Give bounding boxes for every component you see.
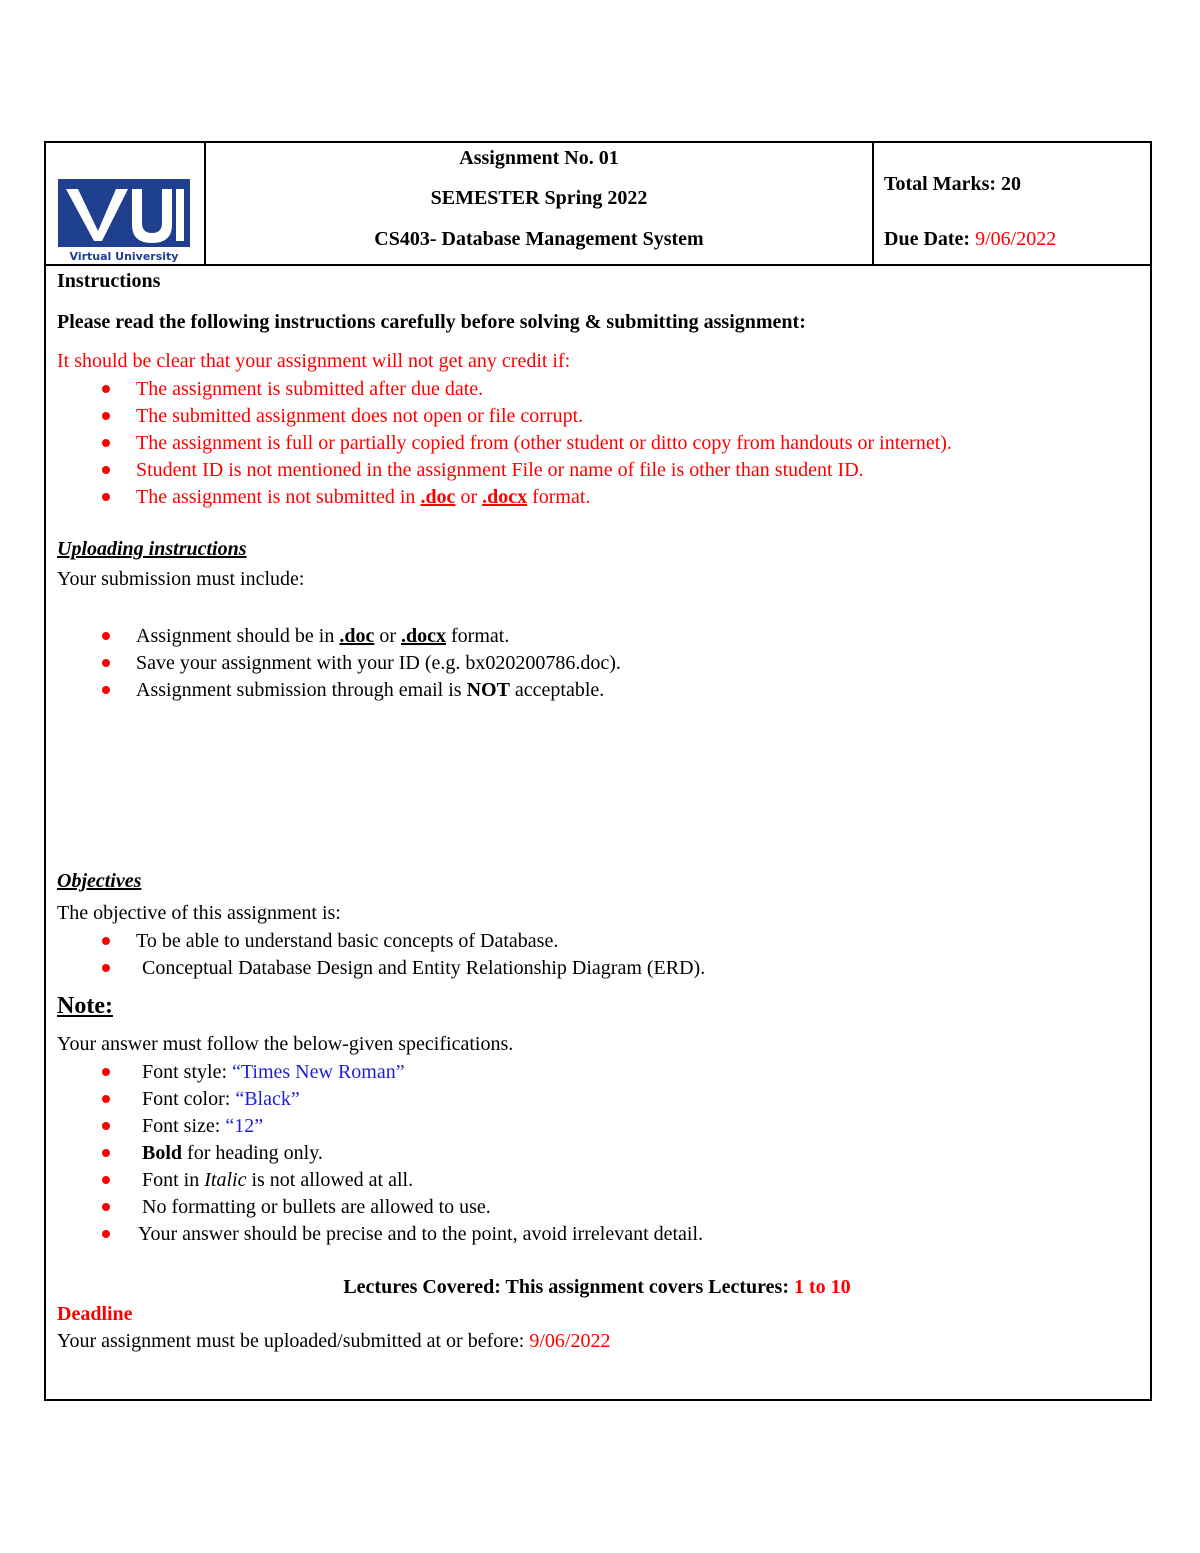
bullet-icon [102,1230,110,1238]
list-item: Font style: “Times New Roman” [57,1059,1137,1086]
due-date-day: 9 [975,228,986,250]
marks-cell [874,143,1152,264]
total-marks [884,173,1021,196]
due-date [884,228,1056,251]
objectives-list [57,928,1137,982]
list-item: Font in Italic is not allowed at all. [57,1167,1137,1194]
bullet-icon [102,1176,110,1184]
bullet-icon [102,1095,110,1103]
list-item: Save your assignment with your ID (e.g. bx020200786.doc). [57,650,1137,677]
objectives-heading: Objectives [57,870,142,892]
instructions-intro: Please read the following instructions carefully before solving & submitting assignment: [57,311,806,333]
vu-logo [58,179,190,263]
course-title: CS403- Database Management System [374,228,704,250]
note-list [57,1059,1137,1248]
credit-warning: It should be clear that your assignment will not get any credit if: [57,350,571,372]
uploading-list [57,623,1137,704]
uploading-intro: Your submission must include: [57,568,305,590]
note-heading: Note: [57,993,113,1019]
bullet-icon [102,659,110,667]
bullet-icon [102,686,110,694]
semester: SEMESTER Spring 2022 [430,187,648,209]
uploading-heading: Uploading instructions [57,538,247,560]
deadline-heading: Deadline [57,1303,133,1325]
lectures-covered: Lectures Covered: This assignment covers Lectures: 1 to 10 [343,1276,851,1298]
total-marks-value: 20 [1001,173,1022,195]
assignment-number: Assignment No. 01 [459,147,619,169]
bullet-icon [102,1149,110,1157]
bullet-icon [102,632,110,640]
bullet-icon [102,412,110,420]
list-item: The assignment is submitted after due date. [57,376,1137,403]
bullet-icon [102,1203,110,1211]
note-intro: Your answer must follow the below-given specifications. [57,1033,514,1055]
due-date-rest: /06/2022 [985,228,1057,250]
bullet-icon [102,964,110,972]
total-marks-label: Total Marks: [884,173,997,195]
bullet-icon [102,385,110,393]
objectives-intro: The objective of this assignment is: [57,902,341,924]
list-item: Student ID is not mentioned in the assignment File or name of file is other than student ID. [57,457,1137,484]
bullet-icon [102,493,110,501]
list-item: Assignment submission through email is NOT acceptable. [57,677,1137,704]
list-item: The assignment is full or partially copied from (other student or ditto copy from handouts or internet). [57,430,1137,457]
list-item: To be able to understand basic concepts of Database. [57,928,1137,955]
logo-cell [46,143,206,264]
assignment-frame [44,141,1152,1401]
list-item: Font color: “Black” [57,1086,1137,1113]
credit-list [57,376,1137,511]
instructions-heading: Instructions [57,270,161,292]
list-item: Font size: “12” [57,1113,1137,1140]
due-date-label: Due Date: [884,228,971,250]
bullet-icon [102,466,110,474]
bullet-icon [102,439,110,447]
vu-logo-icon [58,179,190,263]
bullet-icon [102,937,110,945]
bullet-icon [102,1068,110,1076]
title-cell [206,143,874,264]
bullet-icon [102,1122,110,1130]
list-item: No formatting or bullets are allowed to use. [57,1194,1137,1221]
list-item: Assignment should be in .doc or .docx format. [57,623,1137,650]
deadline-text: Your assignment must be uploaded/submitted at or before: 9/06/2022 [57,1330,611,1352]
list-item: Conceptual Database Design and Entity Relationship Diagram (ERD). [57,955,1137,982]
list-item: Bold for heading only. [57,1140,1137,1167]
list-item: Your answer should be precise and to the point, avoid irrelevant detail. [57,1221,1137,1248]
header-table [46,143,1150,266]
list-item: The submitted assignment does not open or file corrupt. [57,403,1137,430]
logo-text: Virtual University [69,250,179,263]
due-date-value [975,228,1056,250]
list-item: The assignment is not submitted in .doc or .docx format. [57,484,1137,511]
